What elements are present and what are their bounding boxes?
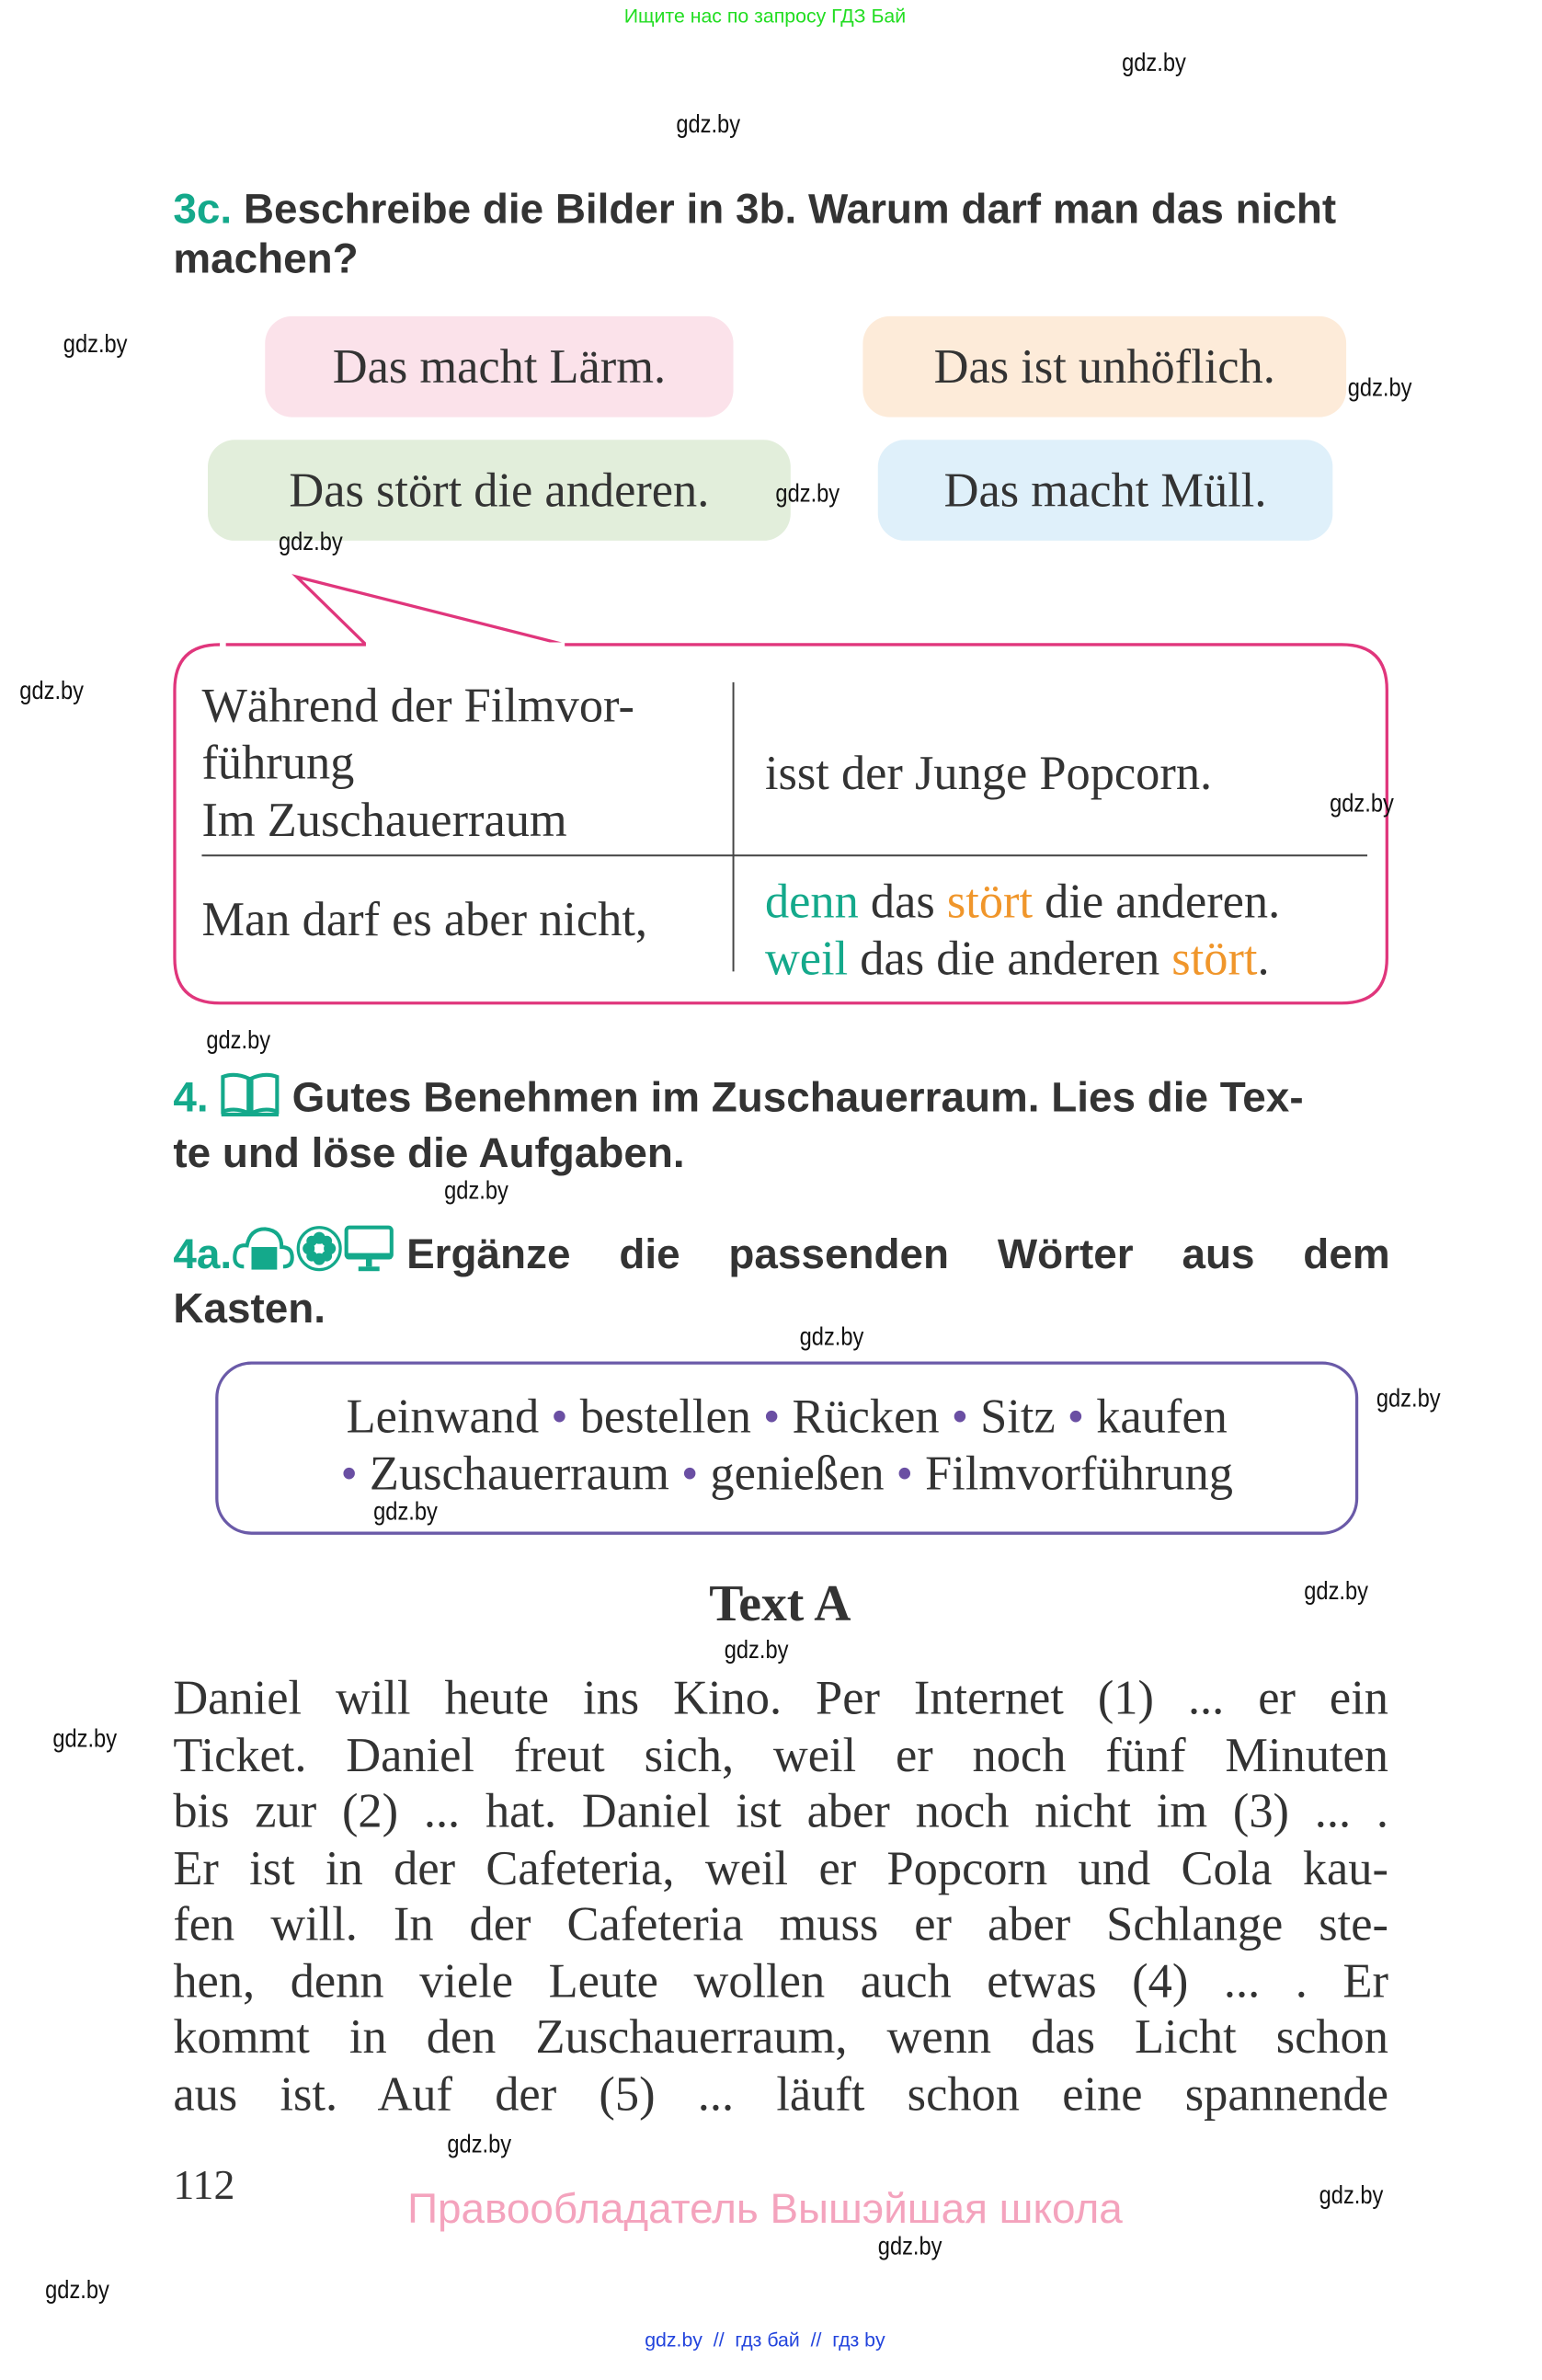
- exercise-title: Kasten.: [173, 1284, 326, 1332]
- exercise-title: Gutes Benehmen im Zuschauerraum. Lies die Tex-: [291, 1073, 1304, 1121]
- text-line: kommt in den Zuschauerraum, wenn das Licht schon: [173, 2008, 1388, 2064]
- text: die anderen.: [1033, 873, 1281, 928]
- text-a-title: Text A: [709, 1576, 851, 1633]
- watermark: gdz.by: [206, 1025, 271, 1055]
- watermark: gdz.by: [1122, 48, 1186, 77]
- text-line: Ticket. Daniel freut sich, weil er noch fünf Minuten: [173, 1727, 1388, 1782]
- cloud-folder-icon: [232, 1224, 295, 1283]
- exercise-title: Ergänze die passenden Wörter aus dem: [406, 1230, 1390, 1277]
- reason-denn: [765, 872, 1280, 929]
- word: Leinwand: [346, 1388, 540, 1443]
- watermark: gdz.by: [775, 478, 840, 508]
- conjunction: denn: [764, 873, 859, 928]
- word-box-line-1: [256, 1387, 1318, 1444]
- reason-weil: [765, 929, 1280, 986]
- conjunction: weil: [764, 931, 849, 986]
- watermark: gdz.by: [19, 676, 85, 705]
- watermark: gdz.by: [799, 1322, 864, 1352]
- speech-bubble-rude: Das ist unhöflich.: [862, 316, 1346, 418]
- word: Sitz: [980, 1388, 1056, 1443]
- watermark: gdz.by: [63, 329, 128, 359]
- cell-line: Im Zuschauerraum: [201, 792, 567, 847]
- watermark: gdz.by: [373, 1496, 438, 1526]
- watermark: gdz.by: [278, 527, 343, 556]
- watermark: gdz.by: [52, 1724, 118, 1754]
- text-line: bis zur (2) ... hat. Daniel ist aber noch nicht im (3) ... .: [173, 1783, 1388, 1837]
- word: Rücken: [792, 1388, 940, 1443]
- word: Filmvorführung: [925, 1446, 1233, 1501]
- text-line: hen, denn viele Leute wollen auch etwas (4) ... . Er: [173, 1953, 1388, 2008]
- exercise-4-heading: [173, 1072, 1408, 1178]
- speech-bubble-litter: Das macht Müll.: [878, 440, 1333, 541]
- bullet-icon: •: [896, 1446, 914, 1501]
- verb: stört: [946, 873, 1034, 928]
- verb: stört: [1171, 931, 1258, 986]
- exercise-title: Beschreibe die Bilder in 3b. Warum darf man das nicht: [243, 185, 1337, 233]
- watermark: gdz.by: [1376, 1384, 1441, 1413]
- exercise-title: machen?: [173, 235, 359, 282]
- watermark: gdz.by: [1347, 373, 1412, 403]
- table-cell-action: isst der Junge Popcorn.: [764, 745, 1213, 800]
- watermark: gdz.by: [447, 2129, 512, 2158]
- cell-line: führung: [201, 735, 355, 790]
- watermark: gdz.by: [676, 109, 741, 139]
- exercise-4a-heading: [173, 1224, 1389, 1333]
- flower-icon: [295, 1224, 343, 1283]
- table-cell-time-place: [201, 676, 634, 848]
- table-cell-prohibition: Man darf es aber nicht,: [201, 891, 648, 946]
- word: Zuschauerraum: [369, 1446, 669, 1501]
- bullet-icon: •: [680, 1446, 699, 1501]
- text-line: aus ist. Auf der (5) ... läuft schon eine spannende: [173, 2065, 1388, 2121]
- speech-bubble-disturbs: Das stört die anderen.: [208, 440, 791, 541]
- watermark: gdz.by: [1304, 1576, 1368, 1606]
- watermark: gdz.by: [1319, 2180, 1384, 2210]
- cell-line: Während der Filmvor-: [201, 677, 634, 732]
- text: .: [1257, 931, 1270, 986]
- page-number: 112: [173, 2162, 235, 2210]
- text-line: Daniel will heute ins Kino. Per Internet (1) ... er ein: [173, 1670, 1388, 1725]
- word: bestellen: [579, 1388, 751, 1443]
- book-icon: [220, 1072, 280, 1128]
- exercise-number: 4a.: [173, 1230, 233, 1277]
- word: genießen: [710, 1446, 885, 1501]
- monitor-icon: [343, 1224, 394, 1283]
- exercise-title: te und löse die Aufgaben.: [173, 1129, 685, 1177]
- bullet-icon: •: [763, 1388, 781, 1443]
- top-banner[interactable]: Ищите нас по запросу ГДЗ Бай: [623, 4, 907, 28]
- bottom-links[interactable]: gdz.by // гдз бай // гдз by: [645, 2328, 885, 2351]
- speech-bubble-noise: Das macht Lärm.: [265, 316, 733, 418]
- watermark: gdz.by: [45, 2275, 109, 2305]
- text-line: fen will. In der Cafeteria muss er aber Schlange ste-: [173, 1895, 1388, 1951]
- bullet-icon: •: [340, 1446, 358, 1501]
- word-box-line-2: [248, 1445, 1325, 1502]
- text: das die anderen: [848, 931, 1172, 986]
- watermark: gdz.by: [1330, 789, 1394, 818]
- text-line: Er ist in der Cafeteria, weil er Popcorn und Cola kau-: [173, 1840, 1388, 1895]
- copyright-notice: Правообладатель Вышэйшая школа: [407, 2185, 1123, 2233]
- watermark: gdz.by: [444, 1176, 508, 1206]
- bullet-icon: •: [951, 1388, 969, 1443]
- watermark: gdz.by: [877, 2232, 942, 2261]
- word: kaufen: [1096, 1388, 1228, 1443]
- text: das: [858, 873, 947, 928]
- bullet-icon: •: [551, 1388, 568, 1443]
- table-cell-reasons: [765, 872, 1280, 986]
- exercise-number: 3c.: [173, 185, 233, 233]
- watermark: gdz.by: [724, 1635, 789, 1665]
- bullet-icon: •: [1067, 1388, 1085, 1443]
- exercise-number: 4.: [173, 1073, 209, 1121]
